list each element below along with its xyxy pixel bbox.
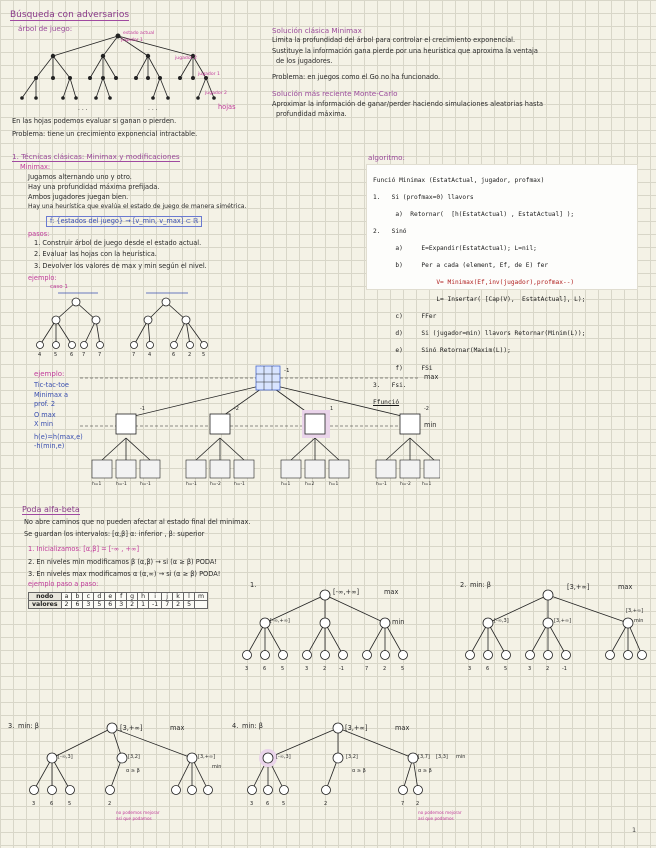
svg-text:2: 2 xyxy=(546,666,550,672)
leaves-note: En las hojas podemos evaluar si ganan o pierden. xyxy=(12,117,177,125)
ab-line-2: Se guardan los intervalos: [α,β] α: inferior , β: superior xyxy=(24,530,205,538)
table-cell: a xyxy=(61,593,72,601)
step3-num: 3. xyxy=(8,722,15,730)
svg-text:7: 7 xyxy=(365,666,369,672)
code-line: f) FSi xyxy=(373,364,433,372)
svg-text:6: 6 xyxy=(263,666,267,672)
minimax-example-trees xyxy=(18,290,218,360)
step1-child-interval: [-∞,+∞] xyxy=(270,618,290,624)
page-title: Búsqueda con adversarios xyxy=(10,10,130,20)
classic-line-1: Limita la profundidad del árbol para controlar el crecimiento exponencial. xyxy=(272,36,516,44)
alphabeta-heading: Poda alfa-beta xyxy=(22,505,80,514)
svg-text:6: 6 xyxy=(70,352,74,358)
ttt-leaf: h=-1 xyxy=(376,482,387,487)
step4-c3b: [3,3] xyxy=(436,754,448,760)
code-line: b) Per a cada (element, Ef, de E) fer xyxy=(373,262,549,270)
table-cell: g xyxy=(127,593,138,601)
ttt-line-3: prof. 2 xyxy=(34,400,56,408)
table-cell: i xyxy=(149,593,162,601)
bullet-4: Hay una heurística que evalúa el estado de juego de manera simétrica. xyxy=(28,203,247,210)
step4-level: max xyxy=(395,724,410,732)
code-line: d) Si (jugador=min) llavors Retornar(Minim(L)); xyxy=(373,330,586,338)
step1-num: 1. xyxy=(250,581,257,589)
code-line: 3. Fsi. xyxy=(373,381,407,389)
svg-text:2: 2 xyxy=(416,801,420,807)
classic-line-3: de los jugadores. xyxy=(276,57,333,65)
nodes-table xyxy=(28,592,208,609)
step1-min: min xyxy=(392,618,405,626)
table-cell: k xyxy=(173,593,184,601)
svg-text:7: 7 xyxy=(98,352,102,358)
svg-text:-1: -1 xyxy=(339,666,344,672)
ttt-max-label: max xyxy=(424,373,439,381)
svg-text:4: 4 xyxy=(38,352,42,358)
table-cell: f xyxy=(116,593,127,601)
tictactoe-tree xyxy=(80,360,440,500)
code-line: e) Sinó Retornar(Maxim(L)); xyxy=(373,347,511,355)
table-cell: 5 xyxy=(184,601,195,609)
ttt-min-label: min xyxy=(424,421,437,429)
table-cell: 5 xyxy=(94,601,105,609)
step3-root-interval: [3,+∞] xyxy=(120,724,143,732)
table-cell: valores xyxy=(29,601,62,609)
annot-current-state: estado actual xyxy=(123,31,155,36)
table-cell: 7 xyxy=(162,601,173,609)
table-cell: 2 xyxy=(127,601,138,609)
bullet-1: Jugamos alternando uno y otro. xyxy=(28,173,132,181)
svg-text:2: 2 xyxy=(108,801,112,807)
minimax-label: Minimax: xyxy=(20,163,51,171)
annot-leaves: hojas xyxy=(218,103,236,111)
ttt-leaf: h=-2 xyxy=(400,482,411,487)
ttt-line-1: Tic-tac-toe xyxy=(34,381,69,389)
svg-text:3: 3 xyxy=(468,666,472,672)
ttt-mid-val: -2 xyxy=(234,406,239,412)
svg-text:-1: -1 xyxy=(284,368,290,374)
svg-text:5: 5 xyxy=(68,801,72,807)
annot-player1: jugador 1 xyxy=(121,38,143,43)
example-label: ejemplo: xyxy=(28,274,57,282)
ttt-leaf: h=-1 xyxy=(186,482,197,487)
svg-text:6: 6 xyxy=(172,352,176,358)
recent-line-2: profundidad máxima. xyxy=(276,110,347,118)
ab-step-2-tree xyxy=(448,585,648,675)
step-3: 3. Devolver los valores de max y min según el nivel. xyxy=(34,262,207,270)
step3-prune-note: no podemos mejorar así que podamos xyxy=(116,810,160,821)
svg-text:3: 3 xyxy=(250,801,254,807)
step3-c3: [3,+∞] xyxy=(198,754,216,760)
code-line: 2. Sinó xyxy=(373,227,407,235)
step3-min: min xyxy=(212,764,222,770)
ttt-mid-val: -1 xyxy=(140,406,145,412)
step4-ab2: α ≥ β xyxy=(418,768,432,774)
ab-step-3-tree xyxy=(12,718,222,808)
code-line: 1. Si (profmax=0) llavors xyxy=(373,193,474,201)
code-line: c) FFer xyxy=(373,313,437,321)
svg-text:6: 6 xyxy=(266,801,270,807)
minimax-code-block xyxy=(366,164,638,406)
svg-text:6: 6 xyxy=(50,801,54,807)
classic-line-4: Problema: en juegos como el Go no ha funcionado. xyxy=(272,73,441,81)
classic-line-2: Sustituye la información gana pierde por una heurística que aproxima la ventaja xyxy=(272,47,538,55)
ttt-line-6: h(e)=h(max,e) xyxy=(34,433,83,441)
code-line: Funció Minimax (EstatActual, jugador, profmax) xyxy=(373,176,545,184)
step2-c3: [3,+∞] xyxy=(626,608,644,614)
ttt-example-label: ejemplo: xyxy=(34,370,65,378)
table-cell: nodo xyxy=(29,593,62,601)
svg-text:5: 5 xyxy=(281,666,285,672)
table-cell: 2 xyxy=(173,601,184,609)
ttt-line-7: -h(min,e) xyxy=(34,442,65,450)
table-cell: b xyxy=(72,593,83,601)
svg-text:2: 2 xyxy=(323,666,327,672)
steps-label: pasos: xyxy=(28,230,50,238)
ttt-mid-val: -2 xyxy=(424,406,429,412)
step4-min: min xyxy=(456,754,466,760)
ttt-leaf: h=1 xyxy=(422,482,432,487)
svg-text:2: 2 xyxy=(324,801,328,807)
page-number: 1 xyxy=(632,826,637,834)
recent-heading: Solución más reciente Monte-Carlo xyxy=(272,89,398,98)
step1-root-interval: [-∞,+∞] xyxy=(333,588,360,596)
ttt-leaf: h=-2 xyxy=(210,482,221,487)
tree-label: árbol de juego: xyxy=(18,24,73,33)
bullet-2: Hay una profundidad máxima prefijada. xyxy=(28,183,160,191)
table-cell xyxy=(195,601,208,609)
step2-root-interval: [3,+∞] xyxy=(567,583,590,591)
step4-c2: [3,2] xyxy=(346,754,358,760)
annot-player2b: jugador 2 xyxy=(205,91,227,96)
step2-num: 2. xyxy=(460,581,467,589)
ttt-leaf: h=1 xyxy=(92,482,102,487)
step4-prune-note: no podemos mejorar así que podamos xyxy=(418,810,462,821)
table-cell: -1 xyxy=(149,601,162,609)
table-cell: l xyxy=(184,593,195,601)
ttt-leaf: h=1 xyxy=(329,482,339,487)
table-cell: 2 xyxy=(61,601,72,609)
step4-num: 4. xyxy=(232,722,239,730)
svg-text:. . .: . . . xyxy=(148,105,158,112)
ab-line-3: 1. Inicializamos: [α,β] = [-∞ , +∞] xyxy=(28,545,140,553)
svg-text:2: 2 xyxy=(383,666,387,672)
code-line: L= Insertar( [Cap(V), EstatActual], L); xyxy=(373,296,586,304)
ab-step-1-tree xyxy=(225,585,425,675)
heuristic-formula: f: {estados del juego} → [v_min, v_max] ⊂ ℝ xyxy=(46,216,202,227)
step1-level: max xyxy=(384,588,399,596)
table-cell: m xyxy=(195,593,208,601)
svg-text:5: 5 xyxy=(401,666,405,672)
annot-player1b: jugador 1 xyxy=(198,72,220,77)
recent-line-1: Aproximar la información de ganar/perder haciendo simulaciones aleatorias hasta xyxy=(272,100,544,108)
step3-c1: [-∞,3] xyxy=(58,754,73,760)
annot-player2: jugador 2 xyxy=(175,56,197,61)
ttt-leaf: h=2 xyxy=(305,482,315,487)
ab-line-1: No abre caminos que no pueden afectar al estado final del minimax. xyxy=(24,518,251,526)
table-cell: c xyxy=(83,593,94,601)
ttt-line-5: X min xyxy=(34,420,54,428)
classic-heading: Solución clásica Minimax xyxy=(272,26,362,35)
step-1: 1. Construir árbol de juego desde el estado actual. xyxy=(34,239,202,247)
bullet-3: Ambos jugadores juegan bien. xyxy=(28,193,129,201)
techniques-heading: 1. Técnicas clásicas: Minimax y modificaciones xyxy=(12,152,180,161)
step4-label: min: β xyxy=(242,722,263,730)
step2-label: min: β xyxy=(470,581,491,589)
svg-text:3: 3 xyxy=(32,801,36,807)
table-cell: 3 xyxy=(116,601,127,609)
algorithm-label: algoritmo: xyxy=(368,153,405,162)
code-line: a) E=Expandir(EstatActual); L=nil; xyxy=(373,244,537,252)
table-cell: e xyxy=(105,593,116,601)
svg-text:7: 7 xyxy=(401,801,405,807)
problem-note: Problema: tiene un crecimiento exponencial intractable. xyxy=(12,130,198,138)
step3-level: max xyxy=(170,724,185,732)
ttt-line-4: O max xyxy=(34,411,56,419)
ab-line-6: ejemplo paso a paso: xyxy=(28,580,99,588)
step4-root-interval: [3,+∞] xyxy=(345,724,368,732)
code-line: V= Minimax(Ef,inv(jugador),profmax--) xyxy=(373,279,575,287)
table-cell: d xyxy=(94,593,105,601)
case-label: caso 1 xyxy=(50,284,68,290)
ttt-mid-val: 1 xyxy=(330,406,334,412)
svg-text:4: 4 xyxy=(148,352,152,358)
table-cell: h xyxy=(138,593,149,601)
svg-text:3: 3 xyxy=(305,666,309,672)
svg-text:6: 6 xyxy=(486,666,490,672)
step4-c3: [3,7] xyxy=(418,754,430,760)
table-cell: 3 xyxy=(83,601,94,609)
ab-line-5: 3. En niveles max modificamos α (α,∞) → si (α ≥ β) PODA! xyxy=(28,570,221,578)
step4-ab: α ≥ β xyxy=(352,768,366,774)
ttt-leaf: h=-1 xyxy=(116,482,127,487)
table-cell: 6 xyxy=(72,601,83,609)
svg-text:-1: -1 xyxy=(562,666,567,672)
step2-c2: [3,+∞] xyxy=(554,618,572,624)
code-line: Ffunció xyxy=(373,398,400,406)
ttt-line-2: Minimax a xyxy=(34,391,69,399)
svg-text:5: 5 xyxy=(282,801,286,807)
ttt-leaf: h=-1 xyxy=(140,482,151,487)
svg-text:7: 7 xyxy=(132,352,136,358)
svg-text:3: 3 xyxy=(245,666,249,672)
svg-text:2: 2 xyxy=(188,352,192,358)
svg-text:5: 5 xyxy=(504,666,508,672)
ab-line-4: 2. En niveles min modificamos β (α,β) → si (α ≥ β) PODA! xyxy=(28,558,218,566)
step3-c2: [3,2] xyxy=(128,754,140,760)
step2-c1: [-∞,3] xyxy=(494,618,509,624)
step3-ab: α ≥ β xyxy=(126,768,140,774)
code-line: a) Retornar( [h(EstatActual) , EstatActual] ); xyxy=(373,210,575,218)
table-cell: 6 xyxy=(105,601,116,609)
svg-text:5: 5 xyxy=(202,352,206,358)
step2-level: max xyxy=(618,583,633,591)
svg-text:7: 7 xyxy=(82,352,86,358)
table-cell: j xyxy=(162,593,173,601)
step2-min: min xyxy=(634,618,644,624)
step3-label: min: β xyxy=(18,722,39,730)
svg-text:. . .: . . . xyxy=(78,105,88,112)
ttt-leaf: h=-1 xyxy=(234,482,245,487)
svg-text:5: 5 xyxy=(54,352,58,358)
svg-text:3: 3 xyxy=(528,666,532,672)
table-cell: 1 xyxy=(138,601,149,609)
step4-c1: [-∞,3] xyxy=(276,754,291,760)
ttt-leaf: h=1 xyxy=(281,482,291,487)
step-2: 2. Evaluar las hojas con la heurística. xyxy=(34,250,157,258)
